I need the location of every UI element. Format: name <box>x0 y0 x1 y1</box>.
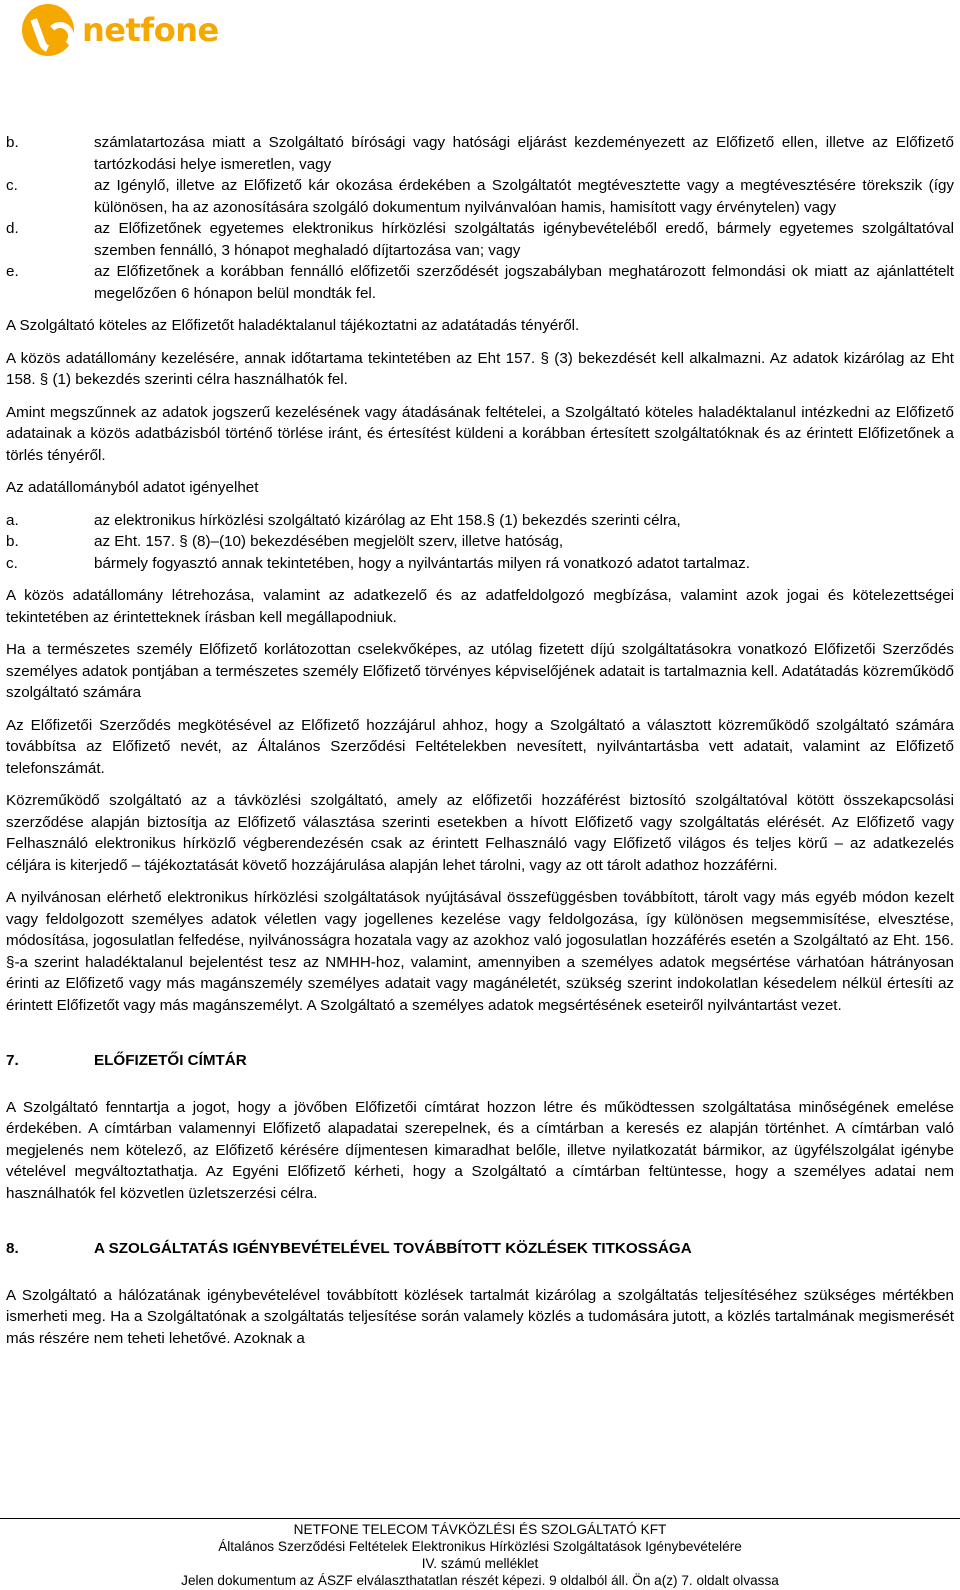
list-item <box>6 510 954 532</box>
list-marker: a. <box>6 511 19 529</box>
paragraph: A közös adatállomány kezelésére, annak időtartama tekintetében az Eht 157. § (3) bekezdését kell alkalmazni. Az adatok kizárólag az Eht 158. § (1) bekezdés szerinti célra használhatók fel. <box>6 349 954 388</box>
section-8-heading <box>6 1238 954 1260</box>
list-marker: c. <box>6 554 18 572</box>
section-title: A SZOLGÁLTATÁS IGÉNYBEVÉTELÉVEL TOVÁBBÍTOTT KÖZLÉSEK TITKOSSÁGA <box>94 1240 692 1257</box>
netfone-logo <box>22 4 219 56</box>
list-item <box>6 132 954 175</box>
footer-annex: IV. számú melléklet <box>421 1556 539 1571</box>
list-marker: b. <box>6 533 19 550</box>
list-marker: e. <box>6 263 19 280</box>
section-number: 8. <box>6 1240 19 1257</box>
list-marker: d. <box>6 220 19 237</box>
paragraph: A közös adatállomány létrehozása, valamint az adatkezelő és az adatfeldolgozó megbízása, valamint azok jogai és kötelezettségei tekintetében az érintetteknek írásban kell megállapodniuk. <box>6 587 954 626</box>
paragraph: Amint megszűnnek az adatok jogszerű kezelésének vagy átadásának feltételei, a Szolgáltató köteles haladéktalanul intézkedni az Előfizető adatainak a közös adatbázisból történő törlése iránt, és értesítést küldeni a korábban értesített szolgáltatóknak és az érintett Előfizetőnek a törlés tényéről. <box>6 403 954 464</box>
paragraph: Ha a természetes személy Előfizető korlátozottan cselekvőképes, az utólag fizetett díjú szolgáltatásokra vonatkozó Előfizetői Szerződés személyes adatok pontjában a természetes személy Előfizető törvényes képviselőjének adatait is tartalmaznia kell. Adatátadás közreműködő szolgáltató számára <box>6 641 954 701</box>
list-text: az Előfizetőnek egyetemes elektronikus hírközlési szolgáltatás igénybevételéből eredő, bármely egyetemes szolgáltatóval szemben fennálló, 3 hónapot meghaladó díjtartozása van; vagy <box>94 220 954 259</box>
list-item <box>6 175 954 218</box>
logo-text: netfone <box>82 11 219 49</box>
paragraph: Az adatállományból adatot igényelhet <box>6 479 259 496</box>
section-title: ELŐFIZETŐI CÍMTÁR <box>94 1052 247 1069</box>
document-body <box>6 132 954 1360</box>
paragraph: A Szolgáltató köteles az Előfizetőt haladéktalanul tájékoztatni az adatátadás tényéről. <box>6 317 580 334</box>
paragraph: A Szolgáltató fenntartja a jogot, hogy a jövőben Előfizetői címtárat hozzon létre és működtessen szolgáltatása minőségének emelése érdekében. A címtárban valamennyi Előfizető alapadatai szerepelnek, és a címtárban a keresés ez alapján történhet. A címtárban való megjelenés nem kötelező, az Előfizető kérésére díjmentesen kimaradhat belőle, illetve nyilatkozatát bármikor, az ügyfélszolgálat igénybe vételével megváltoztathatja. Az Egyéni Előfizető kérheti, hogy a Szolgáltató a címtárban feltüntesse, hogy a személyes adatai nem használhatók fel közvetlen üzletszerzési célra. <box>6 1098 954 1202</box>
list-text: az Igénylő, illetve az Előfizető kár okozása érdekében a Szolgáltatót megtévesztette vagy a megtévesztésére törekszik (így különösen, ha az azonosítására szolgáló dokumentum nyilvánvalóan hamis, hamisított vagy érvénytelen) vagy <box>94 177 954 216</box>
list-text: az Előfizetőnek a korábban fennálló előfizetői szerződését jogszabályban meghatározott felmondási ok miatt az ajánlattételt megelőzően 6 hónapon belül mondták fel. <box>94 263 954 302</box>
paragraph: Közreműködő szolgáltató az a távközlési szolgáltató, amely az előfizetői hozzáférést biztosító szolgáltatóval kötött összekapcsolási szerződése alapján biztosítja az Előfizető választása szerinti esetekben a hívott Előfizető vagy szolgáltatás elérését. Az Előfizető vagy Felhasználó elektronikus hírközlő végberendezésén csak az érintett Felhasználó vagy Előfizető világos és teljes körű – az adatkezelés céljára is kiterjedő – tájékoztatását követő hozzájárulása alapján lehet tárolni, vagy az ott tárolt adathoz hozzáférni. <box>6 792 954 874</box>
paragraph: A Szolgáltató a hálózatának igénybevételével továbbított közlések tartalmát kizárólag a szolgáltatás teljesítéséhez szükséges mértékben ismerheti meg. Ha a Szolgáltatónak a szolgáltatás teljesítése során valamely közlés a tudomására jutott, a közlés tartalmának megismerését más részére nem teheti lehetővé. Azoknak a <box>6 1286 954 1347</box>
paragraph: A nyilvánosan elérhető elektronikus hírközlési szolgáltatások nyújtásával összefüggésben továbbított, tárolt vagy más egyéb módon kezelt vagy feldolgozott személyes adatok véletlen vagy jogellenes kezelése vagy feldolgozása, így különösen megsemmisítése, elvesztése, módosítása, jogosulatlan felfedése, nyilvánosságra hozatala vagy az azokhoz való jogosulatlan hozzáférés esetén a Szolgáltató az Eht. 156. §-a szerint haladéktalanul bejelentést tesz az NMHH-hoz, valamint, amennyiben a személyes adatok megsértése várhatóan hátrányosan érinti az Előfizető vagy más magánszemély személyes adatait vagy magánéletét, szükség szerint indokolatlan késedelem nélkül értesíti az érintett Előfizetőt vagy más magánszemélyt. A Szolgáltató a személyes adatok megsértésének eseteiről nyilvántartást vezet. <box>6 889 954 1014</box>
list-text: az Eht. 157. § (8)–(10) bekezdésében megjelölt szerv, illetve hatóság, <box>94 533 564 550</box>
list-top <box>6 132 954 304</box>
section-number: 7. <box>6 1052 19 1069</box>
list-item <box>6 218 954 261</box>
list-marker: b. <box>6 134 19 151</box>
list-text: az elektronikus hírközlési szolgáltató kizárólag az Eht 158.§ (1) bekezdés szerinti célra, <box>94 511 681 529</box>
list-item <box>6 553 954 575</box>
list-text: bármely fogyasztó annak tekintetében, hogy a nyilvántartás milyen rá vonatkozó adatot tartalmaz. <box>94 554 750 572</box>
list-item <box>6 531 954 553</box>
list-marker: c. <box>6 177 18 194</box>
netfone-logo-icon <box>22 4 74 56</box>
page-footer <box>0 1518 960 1589</box>
footer-page-info: Jelen dokumentum az ÁSZF elválaszthatatlan részét képezi. 9 oldalból áll. Ön a(z) 7. oldalt olvassa <box>181 1573 779 1588</box>
footer-company: NETFONE TELECOM TÁVKÖZLÉSI ÉS SZOLGÁLTATÓ KFT <box>293 1522 667 1537</box>
list-text: számlatartozása miatt a Szolgáltató bírósági vagy hatósági eljárást kezdeményezett az Előfizető ellen, illetve az Előfizető tartózkodási helye ismeretlen, vagy <box>94 134 954 173</box>
section-7-heading <box>6 1050 954 1072</box>
paragraph: Az Előfizetői Szerződés megkötésével az Előfizető hozzájárul ahhoz, hogy a Szolgáltató a választott közreműködő szolgáltató számára továbbítsa az Előfizető nevét, az Általános Szerződési Feltételekben nevesített, nyilvántartásba vett adatait, valamint az Előfizető telefonszámát. <box>6 716 954 777</box>
list-mid <box>6 510 954 575</box>
list-item <box>6 261 954 304</box>
footer-document-title: Általános Szerződési Feltételek Elektronikus Hírközlési Szolgáltatások Igénybevételére <box>218 1539 742 1554</box>
